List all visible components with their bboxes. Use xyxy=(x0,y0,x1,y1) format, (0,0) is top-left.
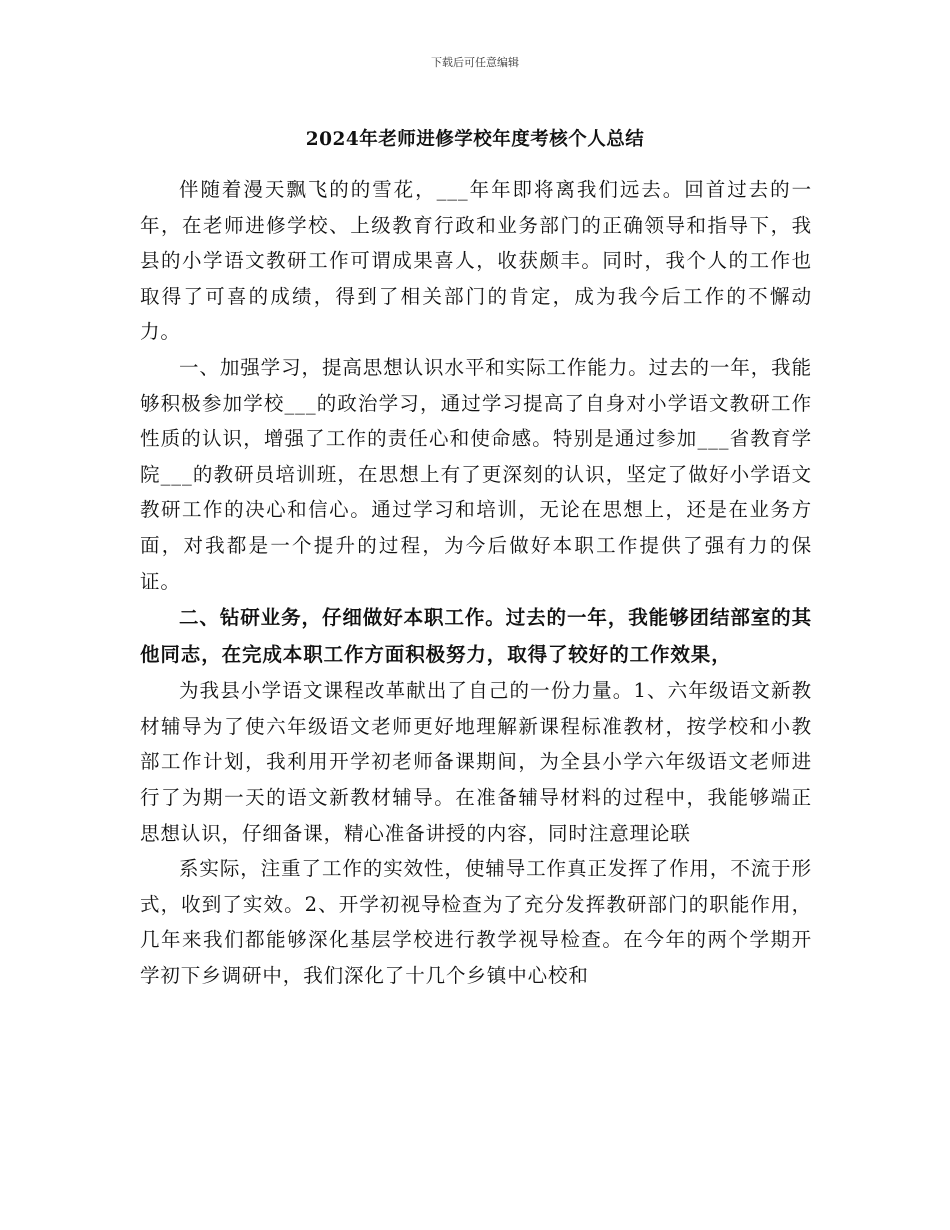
paragraph-section-2-body: 为我县小学语文课程改革献出了自己的一份力量。1、六年级语文新教材辅导为了使六年级语文老师更好地理解新课程标准教材，按学校和小教部工作计划，我利用开学初老师备课期间，为全县小学六年级语文老师进行了为期一天的语文新教材辅导。在准备辅导材料的过程中，我能够端正思想认识，仔细备课，精心准备讲授的内容，同时注意理论联 xyxy=(140,679,812,845)
paragraph-section-1: 一、加强学习，提高思想认识水平和实际工作能力。过去的一年，我能够积极参加学校___的政治学习，通过学习提高了自身对小学语文教研工作性质的认识，增强了工作的责任心和使命感。特别是通过参加___省教育学院___的教研员培训班，在思想上有了更深刻的认识，坚定了做好小学语文教研工作的决心和信心。通过学习和培训，无论在思想上，还是在业务方面，对我都是一个提升的过程，为今后做好本职工作提供了强有力的保证。 xyxy=(140,355,812,593)
document-body xyxy=(140,172,812,993)
document-title: 2024年老师进修学校年度考核个人总结 xyxy=(305,129,645,150)
paragraph-section-2-heading: 二、钻研业务，仔细做好本职工作。过去的一年，我能够团结部室的其他同志，在完成本职工作方面积极努力，取得了较好的工作效果， xyxy=(140,606,812,667)
paragraph-section-2-continued: 系实际，注重了工作的实效性，使辅导工作真正发挥了作用，不流于形式，收到了实效。2、开学初视导检查为了充分发挥教研部门的职能作用，几年来我们都能够深化基层学校进行教学视导检查。在今年的两个学期开学初下乡调研中，我们深化了十几个乡镇中心校和 xyxy=(140,857,812,987)
paragraph-intro: 伴随着漫天飘飞的的雪花，___年年即将离我们远去。回首过去的一年，在老师进修学校、上级教育行政和业务部门的正确领导和指导下，我县的小学语文教研工作可谓成果喜人，收获颇丰。同时，我个人的工作也取得了可喜的成绩，得到了相关部门的肯定，成为我今后工作的不懈动力。 xyxy=(140,178,812,344)
header-note: 下载后可任意编辑 xyxy=(431,56,519,69)
